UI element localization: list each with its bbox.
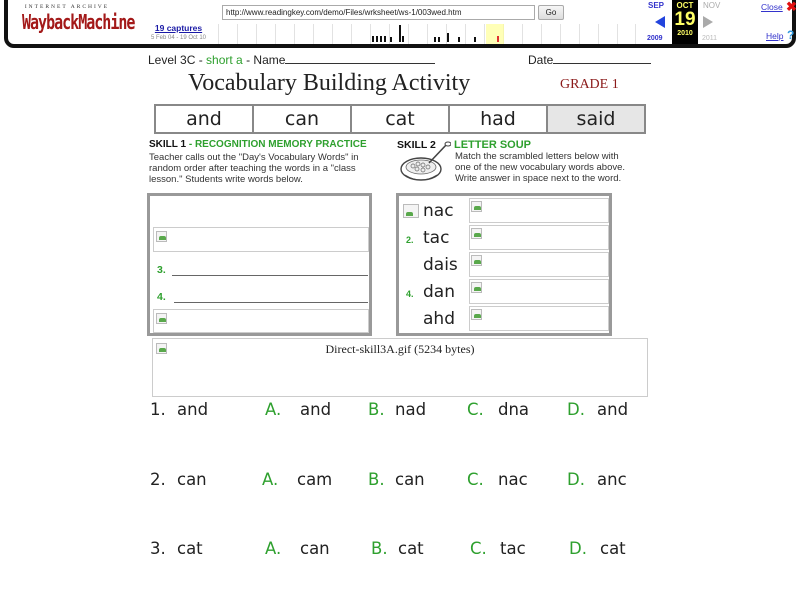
vocab-word: said: [548, 106, 644, 132]
question-row: [150, 400, 650, 424]
broken-image-icon: [471, 201, 482, 212]
broken-image-icon: [471, 255, 482, 266]
question-word: and: [177, 400, 209, 419]
grade-label: GRADE 1: [560, 77, 619, 92]
scrambled-number-2: 2.: [406, 235, 414, 245]
skill2-answer-box: [396, 193, 612, 336]
option-label-d[interactable]: D.: [567, 470, 585, 489]
skill1-subtitle: RECOGNITION MEMORY PRACTICE: [194, 139, 367, 150]
letter-soup-answer-field[interactable]: [469, 252, 609, 277]
option-value-c[interactable]: nac: [498, 470, 528, 489]
letter-soup-answer-field[interactable]: [469, 306, 609, 331]
captures-range: 5 Feb 04 - 19 Oct 10: [150, 35, 207, 41]
name-label: - Name: [242, 53, 286, 67]
skill1-answer-box: [147, 193, 372, 336]
current-capture-date: [672, 0, 698, 44]
vocab-word: cat: [352, 106, 450, 132]
option-label-c[interactable]: C.: [470, 539, 487, 558]
question-row: [150, 470, 650, 494]
option-value-d[interactable]: cat: [600, 539, 626, 558]
skill2-subtitle: LETTER SOUP: [454, 139, 532, 151]
letter-soup-answer-field[interactable]: [469, 198, 609, 223]
broken-image-icon: [156, 231, 167, 242]
option-label-a[interactable]: A.: [262, 470, 279, 489]
broken-image-icon: [471, 228, 482, 239]
vocab-word: can: [254, 106, 352, 132]
answer-number-4: 4.: [157, 291, 166, 303]
option-label-b[interactable]: B.: [368, 400, 385, 419]
current-year: 2010: [677, 30, 693, 37]
skill2-instructions: Match the scrambled letters below with one of the new vocabulary words above. Write answer in space next to the word.: [455, 151, 626, 184]
separator: -: [195, 53, 207, 67]
option-value-c[interactable]: tac: [500, 539, 526, 558]
next-capture-arrow-icon: [703, 16, 713, 28]
vocab-word: and: [156, 106, 254, 132]
option-value-d[interactable]: anc: [597, 470, 627, 489]
help-link[interactable]: Help: [766, 31, 784, 41]
option-value-a[interactable]: can: [300, 539, 330, 558]
skill3-image-placeholder: [152, 338, 648, 397]
letter-soup-answer-field[interactable]: [469, 279, 609, 304]
option-value-b[interactable]: cat: [398, 539, 424, 558]
image-alt-text: Direct-skill3A.gif (5234 bytes): [325, 342, 475, 356]
skill2-subtitle-wrap: [454, 139, 531, 151]
skill1-label: SKILL 1: [149, 139, 187, 150]
wayback-logo[interactable]: [22, 4, 135, 35]
option-value-a[interactable]: cam: [297, 470, 333, 489]
next-year-label: 2011: [702, 35, 718, 42]
broken-image-icon: [156, 313, 167, 324]
answer-line-3[interactable]: [172, 275, 368, 276]
scrambled-word: nac: [423, 201, 454, 221]
prev-year-link[interactable]: 2009: [647, 35, 663, 42]
skill1-heading: [149, 139, 367, 150]
close-link[interactable]: Close: [761, 2, 783, 12]
option-label-a[interactable]: A.: [265, 400, 282, 419]
current-month: OCT: [676, 1, 694, 10]
answer-field-5[interactable]: [153, 309, 369, 333]
answer-number-3: 3.: [157, 264, 166, 276]
letter-soup-answer-field[interactable]: [469, 225, 609, 250]
scrambled-word: dais: [423, 255, 458, 275]
option-value-b[interactable]: nad: [395, 400, 427, 419]
scrambled-word: dan: [423, 282, 455, 302]
broken-image-icon: [471, 282, 482, 293]
page-title: Vocabulary Building Activity: [188, 70, 471, 96]
scrambled-number-4: 4.: [406, 289, 414, 299]
logo-internet-archive-text: INTERNET ARCHIVE: [24, 4, 110, 10]
broken-image-icon: [403, 204, 419, 218]
question-word: can: [177, 470, 207, 489]
capture-timeline-sparkline[interactable]: [218, 24, 636, 44]
option-value-d[interactable]: and: [597, 400, 629, 419]
level-label: Level 3C: [148, 53, 196, 67]
option-label-c[interactable]: C.: [467, 400, 484, 419]
scrambled-word: tac: [423, 228, 450, 248]
skill1-instructions: Teacher calls out the "Day's Vocabulary Words" in random order after teaching the words in a "class lesson." Students write words below.: [149, 152, 359, 185]
question-row: [150, 539, 650, 563]
prev-capture-arrow-icon[interactable]: [655, 16, 665, 28]
skill1-dash: -: [186, 139, 195, 150]
option-label-a[interactable]: A.: [265, 539, 282, 558]
date-line: [553, 63, 651, 64]
question-word: cat: [177, 539, 203, 558]
option-value-a[interactable]: and: [300, 400, 332, 419]
go-button[interactable]: Go: [538, 5, 564, 20]
captures-link[interactable]: 19 captures: [154, 23, 203, 33]
question-icon[interactable]: ?: [787, 28, 795, 42]
vocabulary-words-bar: [154, 104, 646, 134]
option-label-c[interactable]: C.: [467, 470, 484, 489]
wayback-toolbar: [4, 0, 796, 48]
option-value-c[interactable]: dna: [498, 400, 530, 419]
scrambled-word: ahd: [423, 309, 455, 329]
option-label-b[interactable]: B.: [368, 470, 385, 489]
prev-month-link[interactable]: SEP: [648, 1, 665, 10]
broken-image-icon: [471, 309, 482, 320]
option-value-b[interactable]: can: [395, 470, 425, 489]
question-number: 1.: [150, 400, 166, 419]
option-label-d[interactable]: D.: [567, 400, 585, 419]
current-day: 19: [674, 9, 696, 30]
question-number: 2.: [150, 470, 166, 489]
answer-line-4[interactable]: [174, 302, 368, 303]
phonics-label: short a: [206, 53, 243, 67]
captures-info: [141, 23, 216, 41]
vocab-word: had: [450, 106, 548, 132]
skill2-heading: [397, 139, 436, 151]
skill2-label: SKILL 2: [397, 139, 436, 151]
name-line: [285, 63, 435, 64]
worksheet-header-right: [528, 53, 651, 67]
option-label-d[interactable]: D.: [569, 539, 587, 558]
date-label: Date: [528, 53, 554, 67]
worksheet-header-left: [148, 53, 435, 67]
url-input[interactable]: http://www.readingkey.com/demo/Files/wrksheet/ws-1/003wed.htm: [222, 5, 535, 20]
answer-field-2[interactable]: [153, 227, 369, 252]
next-month-label: NOV: [703, 1, 721, 10]
close-x-icon[interactable]: ✖: [786, 0, 797, 14]
logo-wayback-machine-text: WaybackMachine: [22, 9, 135, 35]
question-number: 3.: [150, 539, 166, 558]
option-label-b[interactable]: B.: [371, 539, 388, 558]
